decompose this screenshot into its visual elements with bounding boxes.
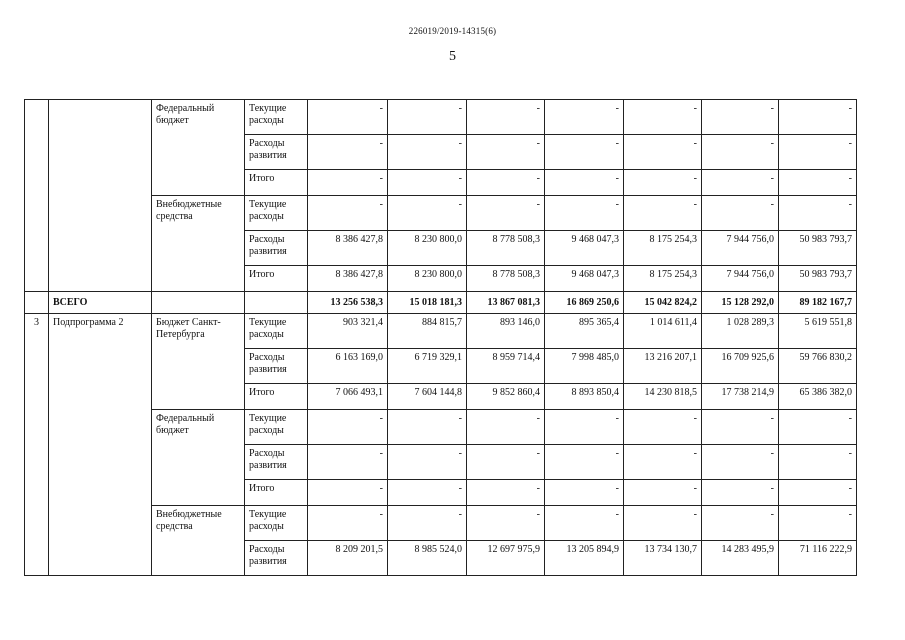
- expense-type-cell: Текущие расходы: [245, 314, 308, 349]
- value-cell: 7 944 756,0: [702, 266, 779, 292]
- value-cell: 8 175 254,3: [624, 266, 702, 292]
- total-value-cell: 15 018 181,3: [388, 292, 467, 314]
- total-value-cell: 89 182 167,7: [779, 292, 857, 314]
- value-cell: 9 852 860,4: [467, 384, 545, 410]
- total-value-cell: 16 869 250,6: [545, 292, 624, 314]
- value-cell: 16 709 925,6: [702, 349, 779, 384]
- value-cell: -: [545, 100, 624, 135]
- value-cell: -: [467, 410, 545, 445]
- value-cell: -: [308, 506, 388, 541]
- expense-type-cell: Расходы развития: [245, 135, 308, 170]
- value-cell: -: [545, 445, 624, 480]
- value-cell: 14 283 495,9: [702, 541, 779, 576]
- value-cell: 59 766 830,2: [779, 349, 857, 384]
- program-name-cell: Подпрограмма 2: [49, 314, 152, 576]
- value-cell: 893 146,0: [467, 314, 545, 349]
- value-cell: -: [467, 480, 545, 506]
- value-cell: -: [308, 480, 388, 506]
- value-cell: -: [308, 445, 388, 480]
- budget-table: [24, 99, 857, 576]
- value-cell: 7 604 144,8: [388, 384, 467, 410]
- value-cell: -: [624, 410, 702, 445]
- expense-type-cell: Расходы развития: [245, 349, 308, 384]
- expense-type-cell: Итого: [245, 384, 308, 410]
- value-cell: -: [545, 506, 624, 541]
- value-cell: 6 719 329,1: [388, 349, 467, 384]
- value-cell: 7 944 756,0: [702, 231, 779, 266]
- value-cell: 903 321,4: [308, 314, 388, 349]
- value-cell: -: [308, 100, 388, 135]
- value-cell: -: [779, 410, 857, 445]
- value-cell: 71 116 222,9: [779, 541, 857, 576]
- value-cell: 8 959 714,4: [467, 349, 545, 384]
- value-cell: -: [624, 135, 702, 170]
- value-cell: -: [702, 480, 779, 506]
- total-value-cell: 13 256 538,3: [308, 292, 388, 314]
- value-cell: -: [624, 480, 702, 506]
- value-cell: -: [702, 445, 779, 480]
- value-cell: -: [702, 410, 779, 445]
- value-cell: -: [308, 170, 388, 196]
- index-cell: [25, 292, 49, 314]
- expense-type-cell: Текущие расходы: [245, 506, 308, 541]
- table-row: [25, 100, 857, 135]
- total-value-cell: 15 042 824,2: [624, 292, 702, 314]
- value-cell: -: [624, 196, 702, 231]
- value-cell: 1 028 289,3: [702, 314, 779, 349]
- value-cell: 8 230 800,0: [388, 266, 467, 292]
- value-cell: -: [624, 506, 702, 541]
- value-cell: -: [388, 170, 467, 196]
- value-cell: -: [702, 100, 779, 135]
- value-cell: 14 230 818,5: [624, 384, 702, 410]
- value-cell: -: [702, 196, 779, 231]
- value-cell: -: [624, 445, 702, 480]
- value-cell: 50 983 793,7: [779, 231, 857, 266]
- total-value-cell: 13 867 081,3: [467, 292, 545, 314]
- funding-source-cell: Внебюджетные средства: [152, 506, 245, 576]
- total-label-cell: ВСЕГО: [49, 292, 152, 314]
- value-cell: -: [388, 480, 467, 506]
- value-cell: 65 386 382,0: [779, 384, 857, 410]
- expense-type-cell: Итого: [245, 480, 308, 506]
- index-cell: [25, 100, 49, 292]
- value-cell: -: [545, 196, 624, 231]
- expense-type-cell: [245, 292, 308, 314]
- value-cell: -: [388, 410, 467, 445]
- expense-type-cell: Текущие расходы: [245, 196, 308, 231]
- value-cell: 8 893 850,4: [545, 384, 624, 410]
- funding-source-cell: Бюджет Санкт-Петербурга: [152, 314, 245, 410]
- value-cell: -: [467, 196, 545, 231]
- value-cell: 5 619 551,8: [779, 314, 857, 349]
- value-cell: -: [467, 170, 545, 196]
- funding-source-cell: Федеральный бюджет: [152, 410, 245, 506]
- value-cell: 7 998 485,0: [545, 349, 624, 384]
- total-row: [25, 292, 857, 314]
- value-cell: 8 778 508,3: [467, 231, 545, 266]
- value-cell: -: [779, 100, 857, 135]
- value-cell: 17 738 214,9: [702, 384, 779, 410]
- value-cell: -: [388, 506, 467, 541]
- expense-type-cell: Расходы развития: [245, 231, 308, 266]
- value-cell: 884 815,7: [388, 314, 467, 349]
- value-cell: -: [624, 170, 702, 196]
- value-cell: 13 216 207,1: [624, 349, 702, 384]
- value-cell: 895 365,4: [545, 314, 624, 349]
- value-cell: -: [388, 100, 467, 135]
- expense-type-cell: Итого: [245, 266, 308, 292]
- value-cell: -: [779, 196, 857, 231]
- value-cell: -: [467, 135, 545, 170]
- value-cell: 8 386 427,8: [308, 231, 388, 266]
- value-cell: -: [702, 170, 779, 196]
- value-cell: -: [308, 410, 388, 445]
- value-cell: -: [308, 196, 388, 231]
- value-cell: -: [702, 506, 779, 541]
- index-cell: 3: [25, 314, 49, 576]
- expense-type-cell: Расходы развития: [245, 541, 308, 576]
- value-cell: -: [545, 480, 624, 506]
- value-cell: -: [779, 480, 857, 506]
- total-value-cell: 15 128 292,0: [702, 292, 779, 314]
- funding-source-cell: [152, 292, 245, 314]
- value-cell: 6 163 169,0: [308, 349, 388, 384]
- value-cell: -: [467, 445, 545, 480]
- value-cell: 9 468 047,3: [545, 231, 624, 266]
- value-cell: 8 175 254,3: [624, 231, 702, 266]
- funding-source-cell: Федеральный бюджет: [152, 100, 245, 196]
- value-cell: -: [779, 170, 857, 196]
- value-cell: -: [308, 135, 388, 170]
- value-cell: -: [467, 100, 545, 135]
- value-cell: -: [545, 410, 624, 445]
- expense-type-cell: Итого: [245, 170, 308, 196]
- value-cell: -: [779, 445, 857, 480]
- value-cell: 8 209 201,5: [308, 541, 388, 576]
- value-cell: 8 778 508,3: [467, 266, 545, 292]
- value-cell: -: [624, 100, 702, 135]
- value-cell: -: [545, 170, 624, 196]
- document-number: 226019/2019-14315(6): [408, 26, 497, 36]
- value-cell: 9 468 047,3: [545, 266, 624, 292]
- value-cell: 7 066 493,1: [308, 384, 388, 410]
- value-cell: 8 230 800,0: [388, 231, 467, 266]
- value-cell: 13 734 130,7: [624, 541, 702, 576]
- value-cell: 8 386 427,8: [308, 266, 388, 292]
- expense-type-cell: Текущие расходы: [245, 100, 308, 135]
- value-cell: 13 205 894,9: [545, 541, 624, 576]
- value-cell: 12 697 975,9: [467, 541, 545, 576]
- value-cell: -: [545, 135, 624, 170]
- value-cell: -: [388, 135, 467, 170]
- funding-source-cell: Внебюджетные средства: [152, 196, 245, 292]
- value-cell: -: [388, 196, 467, 231]
- value-cell: -: [779, 135, 857, 170]
- budget-table-body: [25, 100, 857, 576]
- value-cell: 50 983 793,7: [779, 266, 857, 292]
- page-number: 5: [449, 49, 456, 64]
- value-cell: -: [779, 506, 857, 541]
- expense-type-cell: Текущие расходы: [245, 410, 308, 445]
- value-cell: -: [467, 506, 545, 541]
- value-cell: 1 014 611,4: [624, 314, 702, 349]
- program-name-cell: [49, 100, 152, 292]
- value-cell: 8 985 524,0: [388, 541, 467, 576]
- value-cell: -: [702, 135, 779, 170]
- value-cell: -: [388, 445, 467, 480]
- table-row: [25, 314, 857, 349]
- expense-type-cell: Расходы развития: [245, 445, 308, 480]
